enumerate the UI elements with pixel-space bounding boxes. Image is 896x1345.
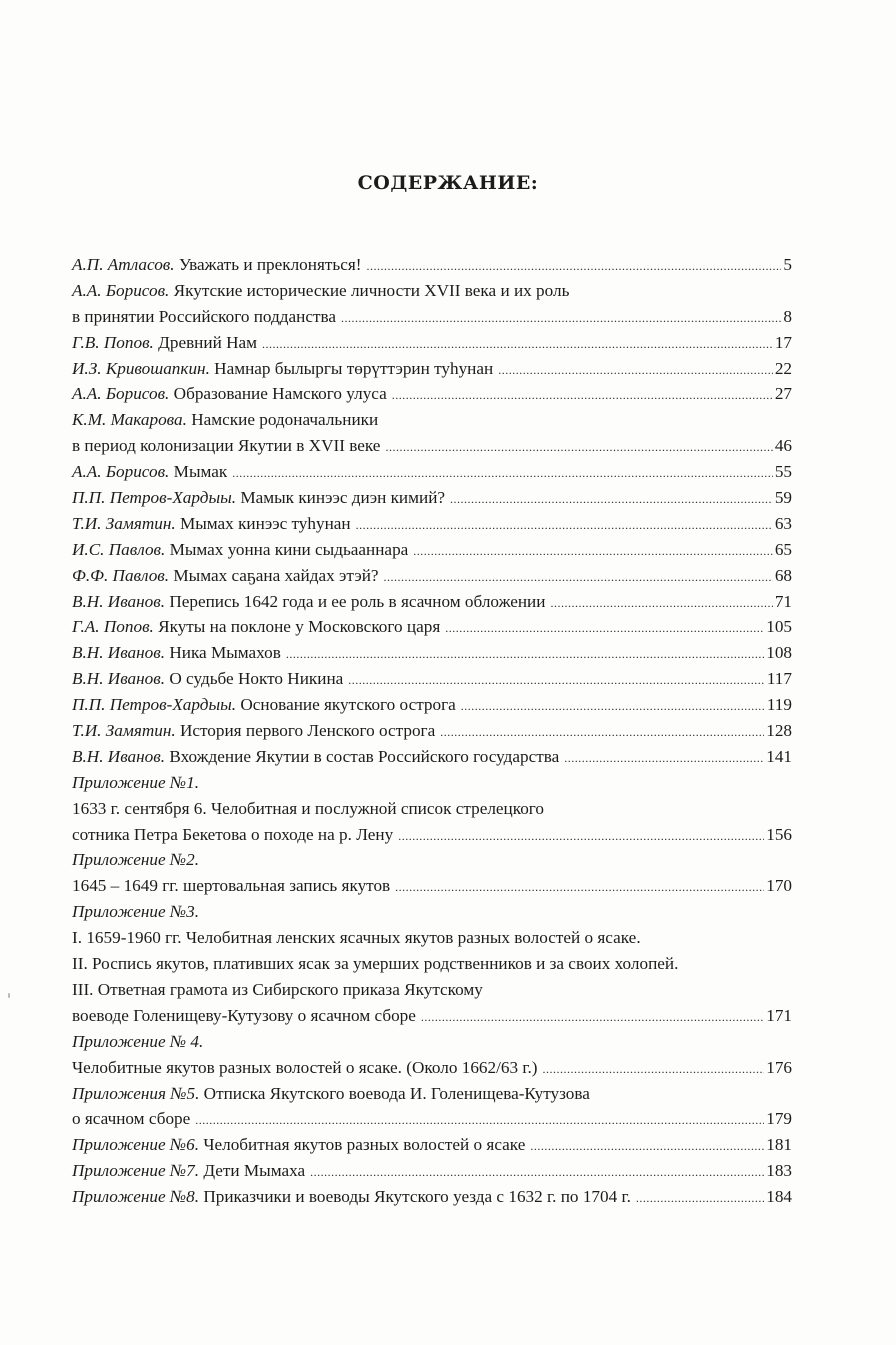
- toc-entry-author: Приложения №5.: [72, 1083, 200, 1103]
- toc-entry-author: Ф.Ф. Павлов.: [72, 565, 170, 585]
- toc-page-number: 156: [766, 824, 792, 844]
- toc-entry-title: Приказчики и воеводы Якутского уезда с 1632 г. по 1704 г.: [199, 1187, 631, 1207]
- toc-entry-title: Челобитная якутов разных волостей о ясаке: [199, 1135, 526, 1155]
- toc-dot-leader: [450, 487, 773, 513]
- toc-entry-author: В.Н. Иванов.: [72, 643, 166, 663]
- toc-entry-text: [72, 744, 559, 770]
- toc-entry: [72, 1184, 792, 1210]
- toc-entry-title: о ясачном сборе: [72, 1109, 191, 1129]
- toc-entry-author: Приложение №3.: [72, 902, 200, 922]
- toc-entry: [72, 951, 792, 977]
- toc-entry-title: в период колонизации Якутии в XVII веке: [72, 436, 381, 456]
- toc-dot-leader: [195, 1108, 764, 1134]
- toc-dot-leader: [445, 616, 764, 642]
- toc-entry-title: Мымах саҕана хайдах этэй?: [169, 565, 379, 585]
- toc-entry-author: П.П. Петров-Хардыы.: [72, 695, 237, 715]
- toc-entry: [72, 1158, 792, 1184]
- toc-entry-author: Т.И. Замятин.: [72, 721, 176, 741]
- toc-entry-author: В.Н. Иванов.: [72, 746, 166, 766]
- toc-entry-text: [72, 925, 641, 951]
- toc-entry: [72, 1003, 792, 1029]
- toc-entry-text: [72, 433, 380, 459]
- toc-entry-author: П.П. Петров-Хардыы.: [72, 488, 237, 508]
- toc-entry-text: [72, 899, 199, 925]
- toc-entry: [72, 1081, 792, 1107]
- toc-entry-title: Отписка Якутского воевода И. Голенищева-Кутузова: [199, 1083, 590, 1103]
- toc-page-number: 170: [766, 876, 792, 896]
- toc-entry: [72, 252, 792, 278]
- toc-dot-leader: [310, 1160, 764, 1186]
- toc-page-number: 22: [774, 358, 792, 378]
- toc-page-number: 179: [766, 1109, 792, 1129]
- toc-entry-title: в принятии Российского подданства: [72, 306, 336, 326]
- toc-entry-text: [72, 511, 351, 537]
- toc-entry: [72, 407, 792, 433]
- toc-entry-author: Т.И. Замятин.: [72, 513, 176, 533]
- toc-entry: [72, 304, 792, 330]
- toc-page-number: 63: [774, 513, 792, 533]
- toc-page-number: 119: [766, 695, 792, 715]
- toc-entry: [72, 666, 792, 692]
- toc-entry: [72, 744, 792, 770]
- toc-entry-title: Древний Нам: [153, 332, 257, 352]
- toc-entry-text: [72, 1003, 416, 1029]
- paper-speck: [8, 993, 10, 998]
- toc-entry: [72, 356, 792, 382]
- toc-entry-author: В.Н. Иванов.: [72, 669, 166, 689]
- toc-dot-leader: [341, 306, 781, 332]
- toc-page-number: 68: [774, 565, 792, 585]
- toc-dot-leader: [356, 513, 773, 539]
- toc-dot-leader: [398, 824, 764, 850]
- toc-dot-leader: [385, 435, 772, 461]
- toc-entry-title: О судьбе Нокто Никина: [165, 669, 344, 689]
- toc-entry: [72, 511, 792, 537]
- toc-page-number: 59: [774, 488, 792, 508]
- toc-entry-text: [72, 381, 387, 407]
- toc-entry-text: [72, 977, 483, 1003]
- toc-entry-text: [72, 589, 545, 615]
- toc-entry-author: Приложение №6.: [72, 1135, 200, 1155]
- toc-entry: [72, 485, 792, 511]
- toc-entry-title: Мымах кинээс туһунан: [175, 513, 351, 533]
- toc-entry: [72, 640, 792, 666]
- toc-entry: [72, 822, 792, 848]
- toc-entry-title: История первого Ленского острога: [175, 721, 436, 741]
- toc-entry-text: [72, 873, 390, 899]
- toc-entry-text: [72, 1029, 203, 1055]
- toc-entry: [72, 330, 792, 356]
- toc-page-number: 183: [766, 1161, 792, 1181]
- toc-entry-author: Приложение №1.: [72, 772, 200, 792]
- toc-entry-author: И.С. Павлов.: [72, 539, 166, 559]
- toc-entry: [72, 433, 792, 459]
- toc-dot-leader: [498, 358, 773, 384]
- toc-entry-text: [72, 1055, 538, 1081]
- toc-page-number: 181: [766, 1135, 792, 1155]
- toc-entry: [72, 899, 792, 925]
- toc-entry: [72, 537, 792, 563]
- toc-entry: [72, 925, 792, 951]
- toc-entry-title: II. Роспись якутов, плативших ясак за умерших родственников и за своих холопей.: [72, 954, 679, 974]
- toc-entry-text: [72, 951, 678, 977]
- toc-dot-leader: [286, 642, 764, 668]
- toc-entry: [72, 1029, 792, 1055]
- toc-entry-title: Якуты на поклоне у Московского царя: [153, 617, 441, 637]
- toc-page-number: 108: [766, 643, 792, 663]
- toc-page-number: 27: [774, 384, 792, 404]
- toc-page-number: 184: [766, 1187, 792, 1207]
- toc-entry-title: Якутские исторические личности XVII века и их роль: [169, 280, 570, 300]
- toc-entry-author: Г.А. Попов.: [72, 617, 154, 637]
- toc-dot-leader: [421, 1005, 764, 1031]
- toc-entry-title: Дети Мымаха: [199, 1161, 306, 1181]
- toc-entry-title: Намские родоначальники: [186, 410, 379, 430]
- toc-entry-author: А.П. Атласов.: [72, 255, 175, 274]
- toc-entry-text: [72, 459, 227, 485]
- toc-entry-author: А.А. Борисов.: [72, 462, 170, 482]
- toc-entry: [72, 796, 792, 822]
- toc-entry-text: [72, 640, 281, 666]
- toc-entry: [72, 1055, 792, 1081]
- toc-page-number: 141: [766, 746, 792, 766]
- toc-entry: [72, 770, 792, 796]
- toc-entry-text: [72, 770, 199, 796]
- toc-entry-text: [72, 485, 445, 511]
- toc-dot-leader: [395, 875, 764, 901]
- toc-entry: [72, 459, 792, 485]
- toc-entry-text: [72, 1158, 305, 1184]
- toc-entry-author: И.З. Кривошапкин.: [72, 358, 210, 378]
- toc-entry: [72, 718, 792, 744]
- toc-entry-text: [72, 614, 440, 640]
- toc-entry-text: [72, 356, 493, 382]
- toc-page-number: 176: [766, 1057, 792, 1077]
- toc-page-number: 117: [766, 669, 792, 689]
- toc-page-number: 17: [774, 332, 792, 352]
- toc-entry: [72, 614, 792, 640]
- toc-entry-title: Мымах уонна кини сыдьааннара: [165, 539, 409, 559]
- toc-entry-author: Г.В. Попов.: [72, 332, 154, 352]
- toc-entry-text: [72, 847, 199, 873]
- toc-entry: [72, 847, 792, 873]
- toc-page-number: 8: [783, 306, 792, 326]
- toc-entry-author: Приложение №8.: [72, 1187, 200, 1207]
- toc-entry-title: Мамык кинээс диэн кимий?: [236, 488, 446, 508]
- toc-entry-text: [72, 1106, 190, 1132]
- toc-dot-leader: [262, 332, 773, 358]
- toc-entry-text: [72, 1081, 590, 1107]
- toc-entry-title: Вхождение Якутии в состав Российского государства: [165, 746, 560, 766]
- toc-entry-author: Приложение №2.: [72, 850, 200, 870]
- toc-entry: [72, 692, 792, 718]
- toc-entry: [72, 589, 792, 615]
- toc-entry-title: Намнар былыргы төрүттэрин туһунан: [209, 358, 494, 378]
- page-title: СОДЕРЖАНИЕ:: [357, 172, 539, 194]
- toc-entry-text: [72, 537, 408, 563]
- toc-entry-title: Ника Мымахов: [165, 643, 281, 663]
- toc-dot-leader: [550, 591, 772, 617]
- toc-dot-leader: [413, 539, 773, 565]
- toc-entry-text: [72, 718, 435, 744]
- toc-dot-leader: [440, 720, 764, 746]
- toc-page-number: 55: [774, 462, 792, 482]
- toc-entry-title: 1645 – 1649 гг. шертовальная запись якутов: [72, 876, 391, 896]
- toc-entry-author: К.М. Макарова.: [72, 410, 187, 430]
- toc-dot-leader: [392, 383, 773, 409]
- toc-entry-text: [72, 1132, 525, 1158]
- toc-page-number: 71: [774, 591, 792, 611]
- toc-entry: [72, 1132, 792, 1158]
- toc-entry-text: [72, 796, 544, 822]
- toc-entry: [72, 977, 792, 1003]
- toc-dot-leader: [232, 461, 773, 487]
- toc-entry: [72, 381, 792, 407]
- toc-page-number: 105: [766, 617, 792, 637]
- toc-entry-text: [72, 822, 393, 848]
- toc-dot-leader: [348, 668, 765, 694]
- toc-entry-author: А.А. Борисов.: [72, 384, 170, 404]
- toc-entry: [72, 1106, 792, 1132]
- table-of-contents: [72, 252, 792, 1210]
- toc-dot-leader: [636, 1186, 764, 1212]
- toc-entry: [72, 873, 792, 899]
- toc-entry-author: А.А. Борисов.: [72, 280, 170, 300]
- toc-entry-author: Приложение № 4.: [72, 1031, 204, 1051]
- toc-page-number: 5: [783, 255, 792, 274]
- toc-entry-text: [72, 563, 379, 589]
- toc-dot-leader: [543, 1057, 765, 1083]
- toc-entry-author: Приложение №7.: [72, 1161, 200, 1181]
- toc-page-number: 65: [774, 539, 792, 559]
- toc-entry-title: III. Ответная грамота из Сибирского приказа Якутскому: [72, 979, 483, 999]
- toc-entry-text: [72, 330, 257, 356]
- toc-entry-title: I. 1659-1960 гг. Челобитная ленских ясачных якутов разных волостей о ясаке.: [72, 928, 641, 948]
- toc-entry-text: [72, 666, 343, 692]
- toc-entry-title: Челобитные якутов разных волостей о ясаке. (Около 1662/63 г.): [72, 1057, 538, 1077]
- toc-entry-text: [72, 1184, 631, 1210]
- toc-entry-text: [72, 692, 456, 718]
- toc-entry-text: [72, 252, 361, 278]
- toc-entry-title: Перепись 1642 года и ее роль в ясачном обложении: [165, 591, 546, 611]
- toc-page-number: 171: [766, 1005, 792, 1025]
- toc-entry-text: [72, 407, 378, 433]
- toc-dot-leader: [384, 565, 773, 591]
- toc-entry-title: воеводе Голенищеву-Кутузову о ясачном сборе: [72, 1005, 416, 1025]
- toc-page-number: 46: [774, 436, 792, 456]
- toc-page-number: 128: [766, 721, 792, 741]
- toc-dot-leader: [530, 1134, 764, 1160]
- toc-entry-title: 1633 г. сентября 6. Челобитная и послужной список стрелецкого: [72, 798, 545, 818]
- toc-entry-title: сотника Петра Бекетова о походе на р. Лену: [72, 824, 394, 844]
- toc-entry-title: Образование Намского улуса: [169, 384, 387, 404]
- toc-entry-title: Мымак: [169, 462, 228, 482]
- toc-entry-title: Уважать и преклоняться!: [174, 255, 362, 274]
- toc-dot-leader: [461, 694, 765, 720]
- toc-dot-leader: [564, 746, 764, 772]
- toc-entry: [72, 278, 792, 304]
- toc-dot-leader: [366, 254, 781, 280]
- toc-entry-text: [72, 278, 569, 304]
- toc-entry-title: Основание якутского острога: [236, 695, 456, 715]
- toc-entry: [72, 563, 792, 589]
- toc-entry-author: В.Н. Иванов.: [72, 591, 166, 611]
- toc-entry-text: [72, 304, 336, 330]
